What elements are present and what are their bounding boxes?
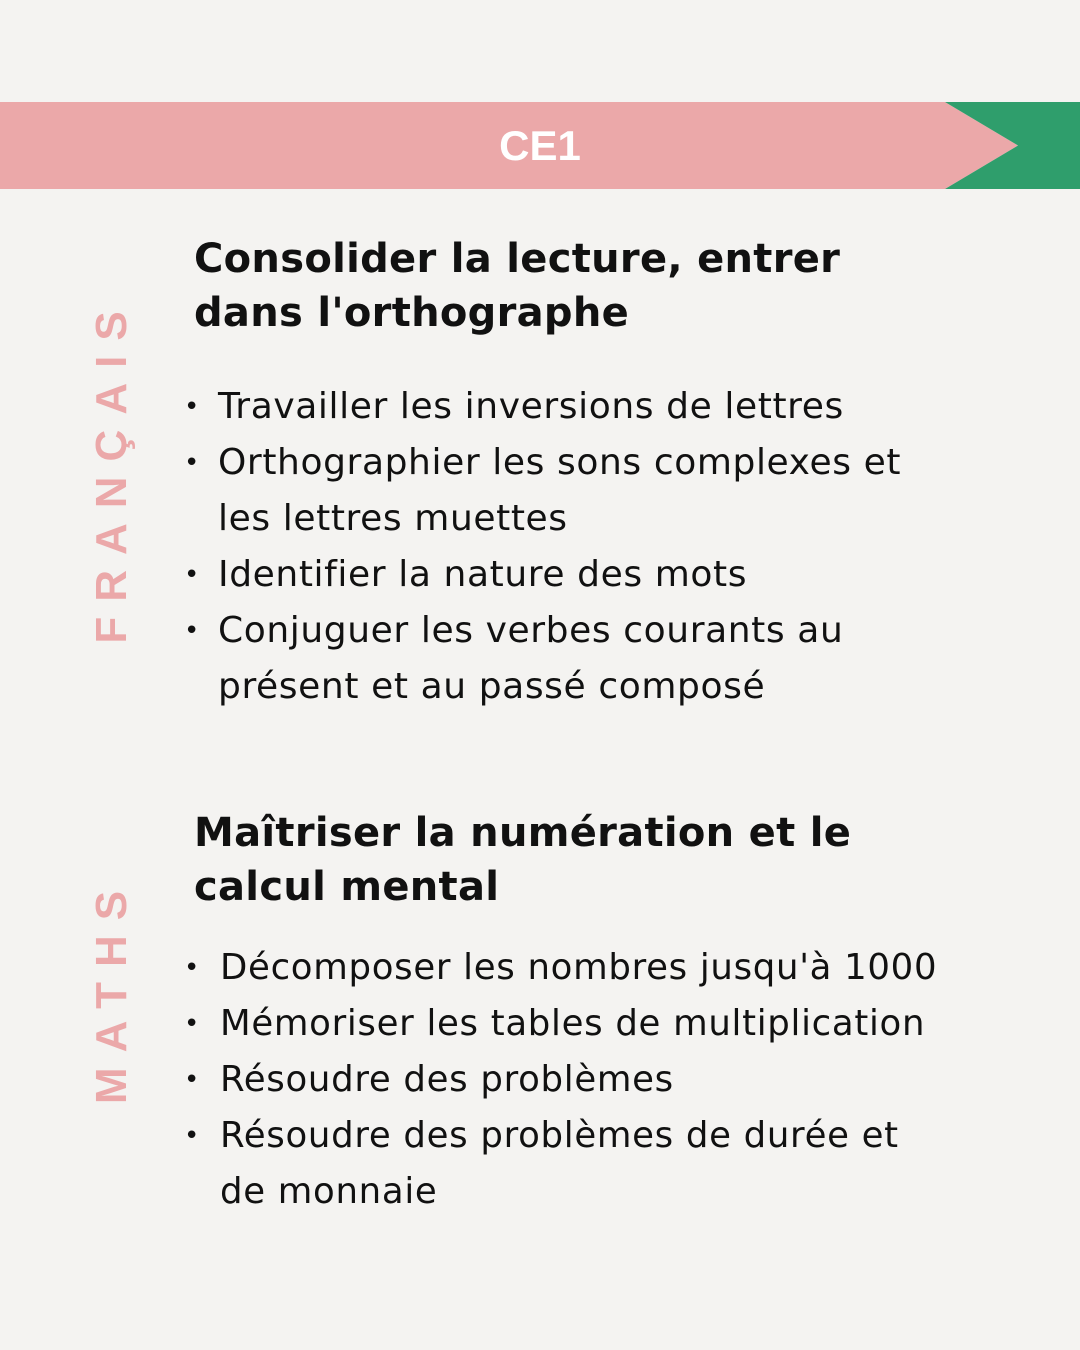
side-label-francais: FRANÇAIS xyxy=(87,296,136,644)
item-text: Orthographier les sons complexes et xyxy=(218,442,902,483)
section-heading-francais xyxy=(194,232,994,340)
item-text-continued: les lettres muettes xyxy=(218,498,568,539)
bullet-icon: • xyxy=(184,448,200,478)
item-text: Travailler les inversions de lettres xyxy=(218,386,844,427)
bullet-icon: • xyxy=(184,392,200,422)
item-text-continued: présent et au passé composé xyxy=(218,666,766,707)
item-text-continued: de monnaie xyxy=(220,1171,438,1212)
bullet-icon: • xyxy=(184,560,200,590)
bullet-icon: • xyxy=(184,1065,201,1095)
list-item xyxy=(184,379,1044,435)
heading-line: Maîtriser la numération et le xyxy=(194,810,852,856)
item-text: Résoudre des problèmes de durée et xyxy=(220,1115,899,1156)
item-text: Conjuguer les verbes courants au xyxy=(218,610,844,651)
banner-title: CE1 xyxy=(499,122,581,169)
item-text: Résoudre des problèmes xyxy=(220,1059,674,1100)
list-item xyxy=(184,435,1044,547)
list-item xyxy=(184,1108,1044,1220)
bullet-icon: • xyxy=(184,1009,201,1039)
item-text: Décomposer les nombres jusqu'à 1000 xyxy=(220,947,938,988)
heading-line: calcul mental xyxy=(194,864,500,910)
list-item xyxy=(184,547,1044,603)
item-text: Mémoriser les tables de multiplication xyxy=(220,1003,926,1044)
bullet-icon: • xyxy=(184,616,200,646)
list-item xyxy=(184,940,1044,996)
objectives-list-francais xyxy=(184,379,1044,715)
bullet-icon: • xyxy=(184,953,201,983)
bullet-icon: • xyxy=(184,1121,201,1151)
side-label-maths: MATHS xyxy=(87,875,136,1105)
heading-line: dans l'orthographe xyxy=(194,290,630,336)
list-item xyxy=(184,1052,1044,1108)
list-item xyxy=(184,603,1044,715)
grade-banner xyxy=(0,102,1080,189)
item-text: Identifier la nature des mots xyxy=(218,554,748,595)
list-item xyxy=(184,996,1044,1052)
section-heading-maths xyxy=(194,806,994,914)
heading-line: Consolider la lecture, entrer xyxy=(194,236,841,282)
objectives-list-maths xyxy=(184,940,1044,1220)
